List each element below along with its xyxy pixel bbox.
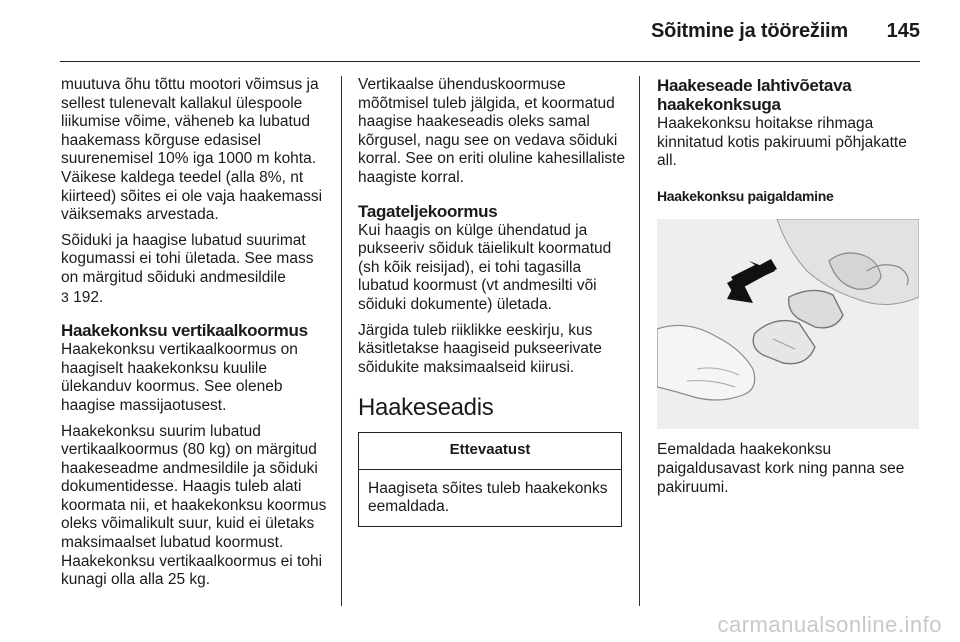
caution-text: Haagiseta sõites tuleb haakekonks eemaldada. <box>368 479 608 516</box>
page-reference-arrow-icon[interactable]: 3 <box>61 288 69 305</box>
column-1 <box>61 76 331 597</box>
paragraph: Kui haagis on külge ühendatud ja pukseeriv sõiduk täielikult koormatud (sh kõik reisijad), ei tohi tagasilla lubatud koormust (vt andmesilti või sõiduki dokumente) ületada. <box>358 221 612 313</box>
paragraph: Haakekonksu vertikaalkoormus on haagiselt haakekonksu kuulile ülekanduv koormus. See oleneb haagise massijaotusest. <box>61 341 298 414</box>
paragraph <box>61 232 331 307</box>
paragraph: Eemaldada haakekonksu paigaldusavast kork ning panna see pakiruumi. <box>657 441 905 496</box>
heading-towbar-installation: Haakekonksu paigaldamine <box>657 187 834 204</box>
paragraph: Järgida tuleb riiklikke eeskirju, kus käsitletakse haagiseid pukseerivate sõidukite maksimaalseid kiirusi. <box>358 321 602 376</box>
header-rule <box>60 61 920 62</box>
page-reference[interactable]: 192. <box>68 288 104 306</box>
chapter-title: Sõitmine ja töörežiim <box>651 20 848 42</box>
column-2 <box>358 76 628 527</box>
watermark: carmanualsonline.info <box>717 612 942 637</box>
heading-rear-axle-load: Tagateljekoormus <box>358 201 498 221</box>
paragraph: Haakekonksu suurim lubatud vertikaalkoormus (80 kg) on märgitud haakeseadme andmesildile ja sõiduki dokumentidesse. Haagis tuleb alati koormata nii, et haakekonksu koormus oleks võimalikult suur, kuid ei ületaks maksimaalset lubatud koormust. Haakekonksu vertikaalkoormus ei tohi kunagi olla alla 25 kg. <box>61 422 327 589</box>
column-3 <box>657 76 927 504</box>
page-number: 145 <box>886 20 920 42</box>
towbar-cap-removal-illustration <box>657 219 919 429</box>
heading-vertical-load: Haakekonksu vertikaalkoormus <box>61 321 308 341</box>
page-header <box>0 0 960 62</box>
paragraph-text: Sõiduki ja haagise lubatud suurimat kogumassi ei tohi ületada. See mass on märgitud sõiduki andmesildile <box>61 231 314 286</box>
column-divider <box>341 76 342 606</box>
paragraph: Vertikaalse ühenduskoormuse mõõtmisel tuleb jälgida, et koormatud haagise haakeseadis oleks samal kõrgusel, nagu see on vedava sõiduki korral. See on eriti oluline kahesillaliste haagiste korral. <box>358 76 626 186</box>
section-heading-towing-equipment: Haakeseadis <box>358 394 494 422</box>
heading-removable-towbar: Haakeseade lahtivõetava haakekonksuga <box>657 76 852 114</box>
caution-title: Ettevaatust <box>359 433 621 470</box>
column-divider <box>639 76 640 606</box>
caution-box <box>358 432 622 527</box>
illustration-svg <box>657 219 919 429</box>
paragraph: Haakekonksu hoitakse rihmaga kinnitatud kotis pakiruumi põhjakatte all. <box>657 115 907 170</box>
paragraph: muutuva õhu tõttu mootori võimsus ja sellest tulenevalt kallakul ülespoole liikumise võime, väheneb ka lubatud haakemass kõrguse edasisel suurenemisel 10% iga 1000 m kohta. Väikese kaldega teedel (alla 8%, nt kiirteed) sõites ei ole vaja haakemassi väiksemaks arvestada. <box>61 76 323 224</box>
